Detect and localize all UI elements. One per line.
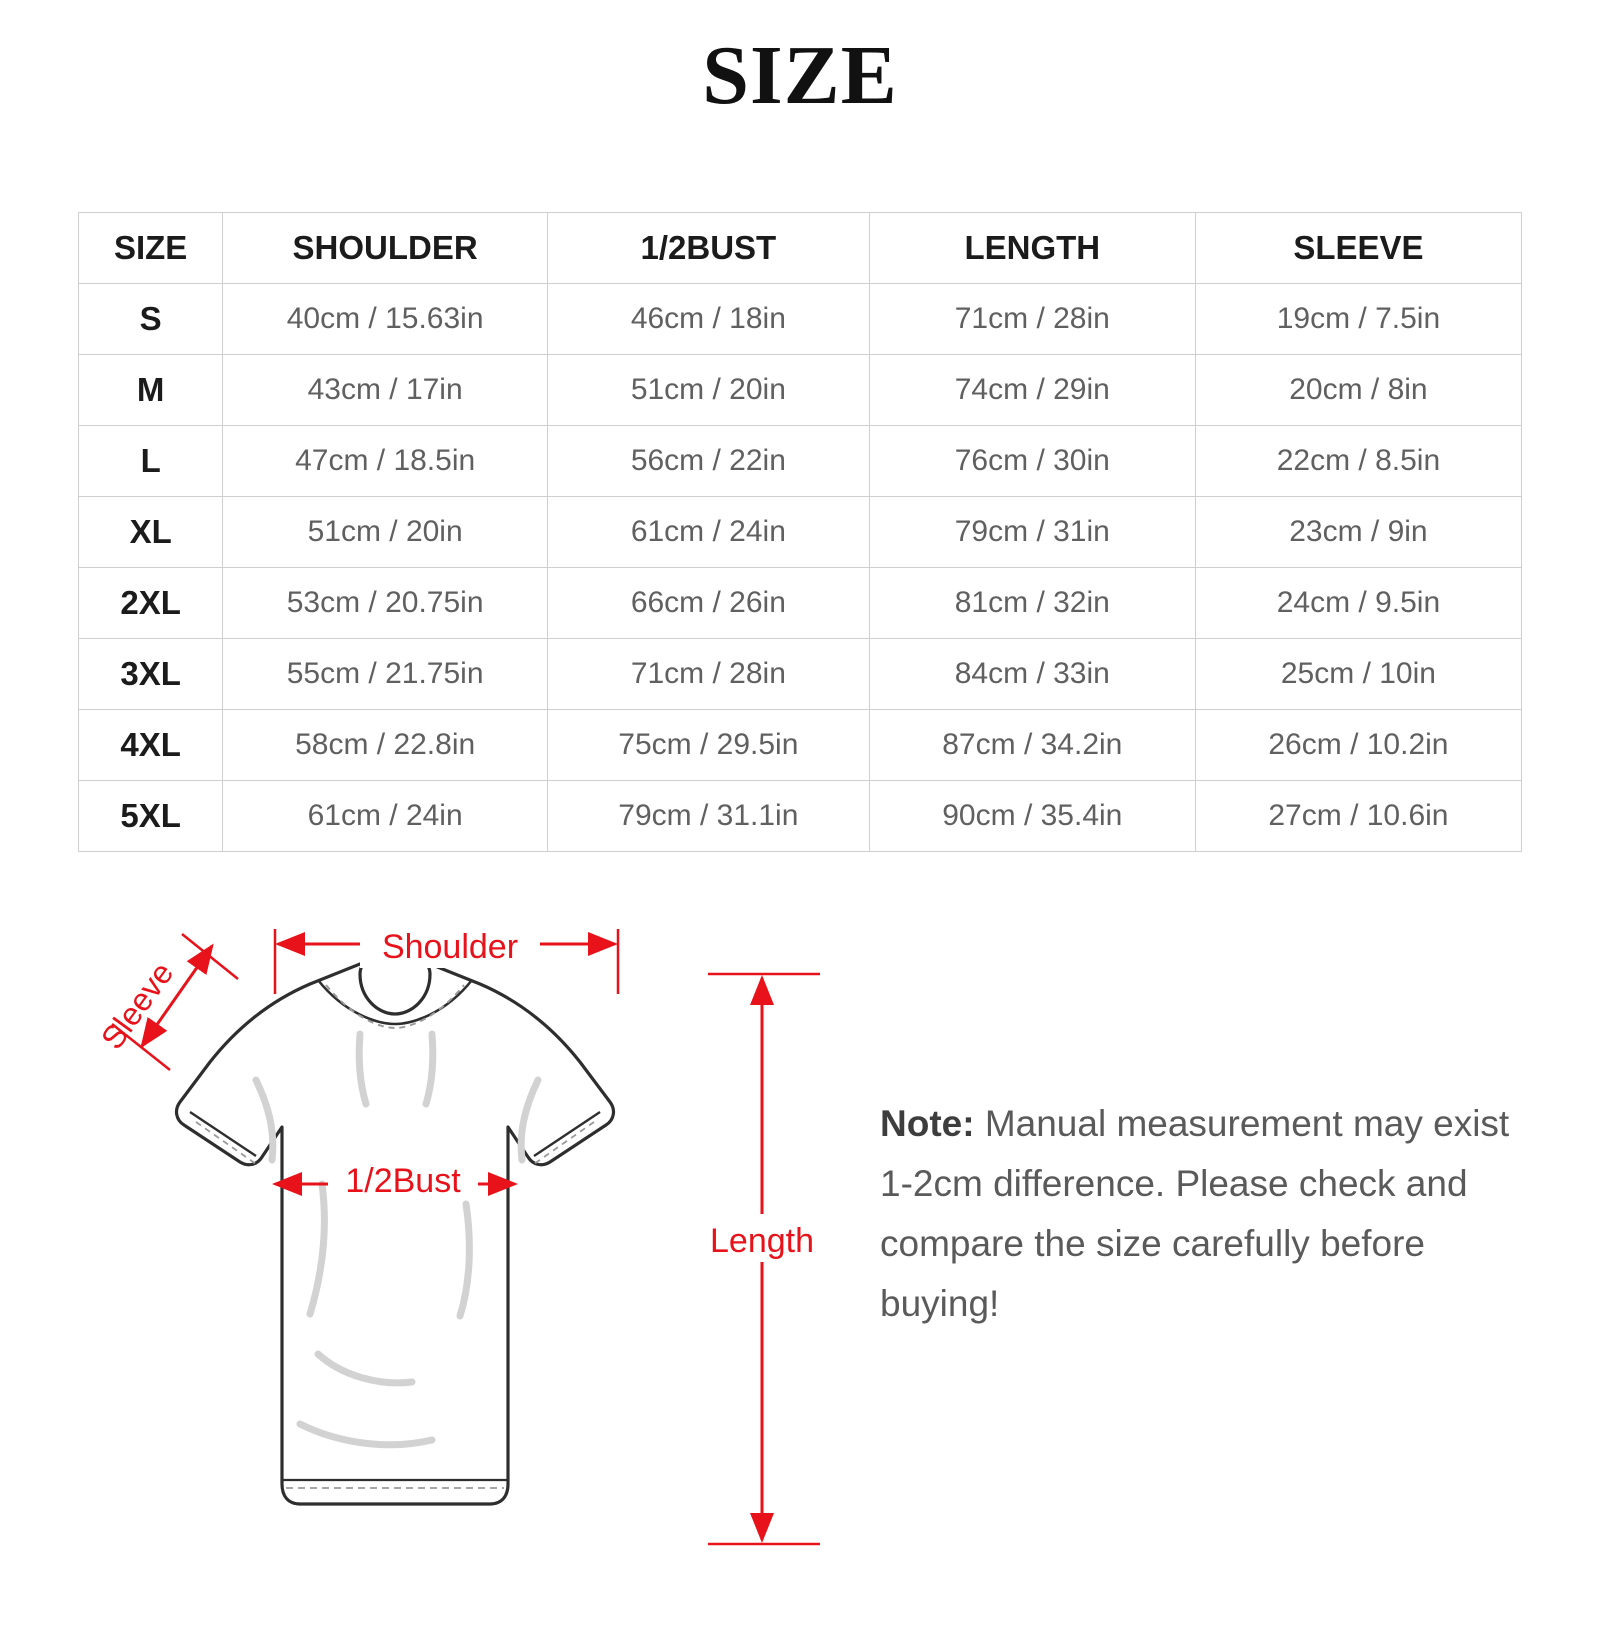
cell-size: 5XL xyxy=(79,781,223,852)
column-header-size: SIZE xyxy=(79,213,223,284)
label-shoulder: Shoulder xyxy=(381,928,519,966)
cell-sleeve: 24cm / 9.5in xyxy=(1195,568,1521,639)
cell-bust: 71cm / 28in xyxy=(547,639,869,710)
cell-shoulder: 58cm / 22.8in xyxy=(223,710,548,781)
cell-size: S xyxy=(79,284,223,355)
table-row xyxy=(79,284,1522,355)
measurement-diagram xyxy=(60,884,860,1584)
table-row xyxy=(79,355,1522,426)
cell-shoulder: 40cm / 15.63in xyxy=(223,284,548,355)
sleeve-measure xyxy=(94,934,238,1070)
length-measure xyxy=(698,974,826,1544)
cell-bust: 51cm / 20in xyxy=(547,355,869,426)
cell-size: M xyxy=(79,355,223,426)
cell-size: L xyxy=(79,426,223,497)
cell-size: 4XL xyxy=(79,710,223,781)
label-length: Length xyxy=(710,1222,814,1260)
table-row xyxy=(79,639,1522,710)
cell-length: 74cm / 29in xyxy=(869,355,1195,426)
size-table-container xyxy=(78,212,1522,852)
note-text: Manual measurement may exist 1-2cm difference. Please check and compare the size carefully before buying! xyxy=(880,1103,1510,1324)
column-header-sleeve: SLEEVE xyxy=(1195,213,1521,284)
cell-shoulder: 55cm / 21.75in xyxy=(223,639,548,710)
cell-size: XL xyxy=(79,497,223,568)
cell-sleeve: 27cm / 10.6in xyxy=(1195,781,1521,852)
page-title: SIZE xyxy=(702,29,898,122)
cell-sleeve: 23cm / 9in xyxy=(1195,497,1521,568)
table-row xyxy=(79,426,1522,497)
cell-size: 2XL xyxy=(79,568,223,639)
cell-bust: 61cm / 24in xyxy=(547,497,869,568)
cell-size: 3XL xyxy=(79,639,223,710)
column-header-shoulder: SHOULDER xyxy=(223,213,548,284)
label-sleeve: Sleeve xyxy=(93,955,181,1056)
cell-bust: 75cm / 29.5in xyxy=(547,710,869,781)
table-row xyxy=(79,568,1522,639)
note-label: Note: xyxy=(880,1103,975,1144)
cell-sleeve: 22cm / 8.5in xyxy=(1195,426,1521,497)
cell-sleeve: 20cm / 8in xyxy=(1195,355,1521,426)
cell-sleeve: 25cm / 10in xyxy=(1195,639,1521,710)
cell-length: 76cm / 30in xyxy=(869,426,1195,497)
table-row xyxy=(79,710,1522,781)
cell-length: 84cm / 33in xyxy=(869,639,1195,710)
note-block xyxy=(880,1094,1540,1334)
cell-sleeve: 26cm / 10.2in xyxy=(1195,710,1521,781)
label-bust: 1/2Bust xyxy=(345,1162,461,1200)
table-row xyxy=(79,497,1522,568)
cell-shoulder: 47cm / 18.5in xyxy=(223,426,548,497)
cell-length: 71cm / 28in xyxy=(869,284,1195,355)
cell-sleeve: 19cm / 7.5in xyxy=(1195,284,1521,355)
cell-bust: 56cm / 22in xyxy=(547,426,869,497)
cell-bust: 46cm / 18in xyxy=(547,284,869,355)
table-row xyxy=(79,781,1522,852)
cell-shoulder: 53cm / 20.75in xyxy=(223,568,548,639)
cell-shoulder: 51cm / 20in xyxy=(223,497,548,568)
cell-length: 87cm / 34.2in xyxy=(869,710,1195,781)
cell-bust: 66cm / 26in xyxy=(547,568,869,639)
column-header-bust: 1/2BUST xyxy=(547,213,869,284)
tshirt-icon xyxy=(177,952,614,1504)
cell-shoulder: 61cm / 24in xyxy=(223,781,548,852)
cell-bust: 79cm / 31.1in xyxy=(547,781,869,852)
cell-length: 79cm / 31in xyxy=(869,497,1195,568)
cell-shoulder: 43cm / 17in xyxy=(223,355,548,426)
cell-length: 90cm / 35.4in xyxy=(869,781,1195,852)
table-header-row xyxy=(79,213,1522,284)
size-chart-table xyxy=(78,212,1522,852)
column-header-length: LENGTH xyxy=(869,213,1195,284)
cell-length: 81cm / 32in xyxy=(869,568,1195,639)
